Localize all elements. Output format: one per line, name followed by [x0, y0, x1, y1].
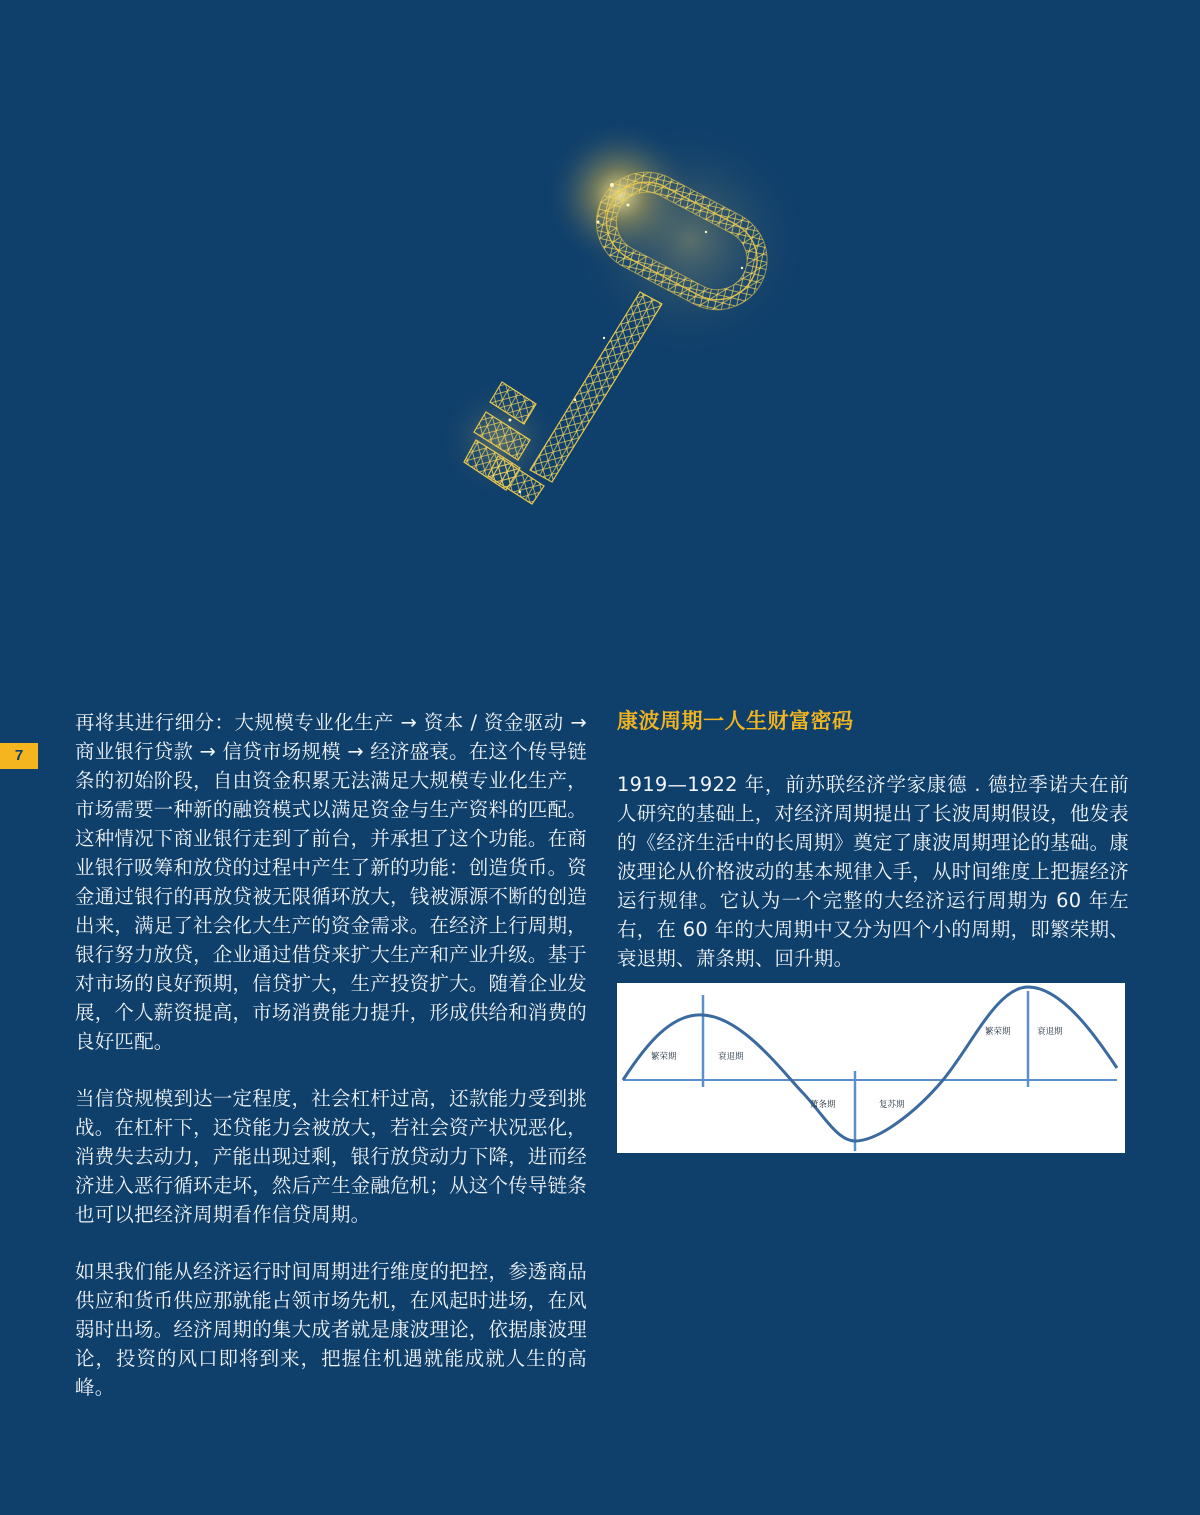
hero-illustration [0, 0, 1200, 680]
body-paragraph: 当信贷规模到达一定程度，社会杠杆过高，还款能力受到挑战。在杠杆下，还贷能力会被放大，若社会资产状况恶化，消费失去动力，产能出现过剩，银行放贷动力下降，进而经济进入恶行循环走坏，然后产生金融危机；从这个传导链条也可以把经济周期看作信贷周期。 [75, 1087, 587, 1226]
left-column [75, 708, 587, 1430]
kondratiev-cycle-diagram [617, 983, 1125, 1153]
phase-label-prosperity: 繁荣期 [985, 1027, 1011, 1037]
phase-label-recovery: 复苏期 [879, 1100, 905, 1110]
section-title: 康波周期一人生财富密码 [617, 709, 854, 733]
phase-label-recession: 衰退期 [1037, 1027, 1063, 1037]
cycle-diagram-svg [617, 983, 1125, 1153]
phase-label-prosperity: 繁荣期 [651, 1052, 677, 1062]
golden-key-icon [0, 0, 1200, 680]
cycle-curve [623, 987, 1117, 1141]
body-paragraph: 如果我们能从经济运行时间周期进行维度的把控，参透商品供应和货币供应那就能占领市场先机，在风起时进场，在风弱时出场。经济周期的集大成者就是康波理论，依据康波理论，投资的风口即将到来，把握住机遇就能成就人生的高峰。 [75, 1260, 587, 1399]
body-paragraph: 1919—1922 年，前苏联经济学家康德 . 德拉季诺夫在前人研究的基础上，对经济周期提出了长波周期假设，他发表的《经济生活中的长周期》奠定了康波周期理论的基础。康波理论从价格波动的基本规律入手，从时间维度上把握经济运行规律。它认为一个完整的大经济运行周期为 60 年左右，在 60 年的大周期中又分为四个小的周期，即繁荣期、衰退期、萧条期、回升期。 [617, 773, 1129, 970]
phase-label-depression: 萧条期 [810, 1100, 836, 1110]
right-column [617, 706, 1129, 1001]
page-number: 7 [0, 743, 38, 769]
phase-label-recession: 衰退期 [718, 1052, 744, 1062]
body-paragraph: 再将其进行细分：大规模专业化生产 → 资本 / 资金驱动 → 商业银行贷款 → 信贷市场规模 → 经济盛衰。在这个传导链条的初始阶段，自由资金积累无法满足大规模专业化生产，市场需要一种新的融资模式以满足资金与生产资料的匹配。这种情况下商业银行走到了前台，并承担了这个功能。在商业银行吸筹和放贷的过程中产生了新的功能：创造货币。资金通过银行的再放贷被无限循环放大，钱被源源不断的创造出来，满足了社会化大生产的资金需求。在经济上行周期，银行努力放贷，企业通过借贷来扩大生产和产业升级。基于对市场的良好预期，信贷扩大，生产投资扩大。随着企业发展，个人薪资提高，市场消费能力提升，形成供给和消费的良好匹配。 [75, 711, 587, 1053]
